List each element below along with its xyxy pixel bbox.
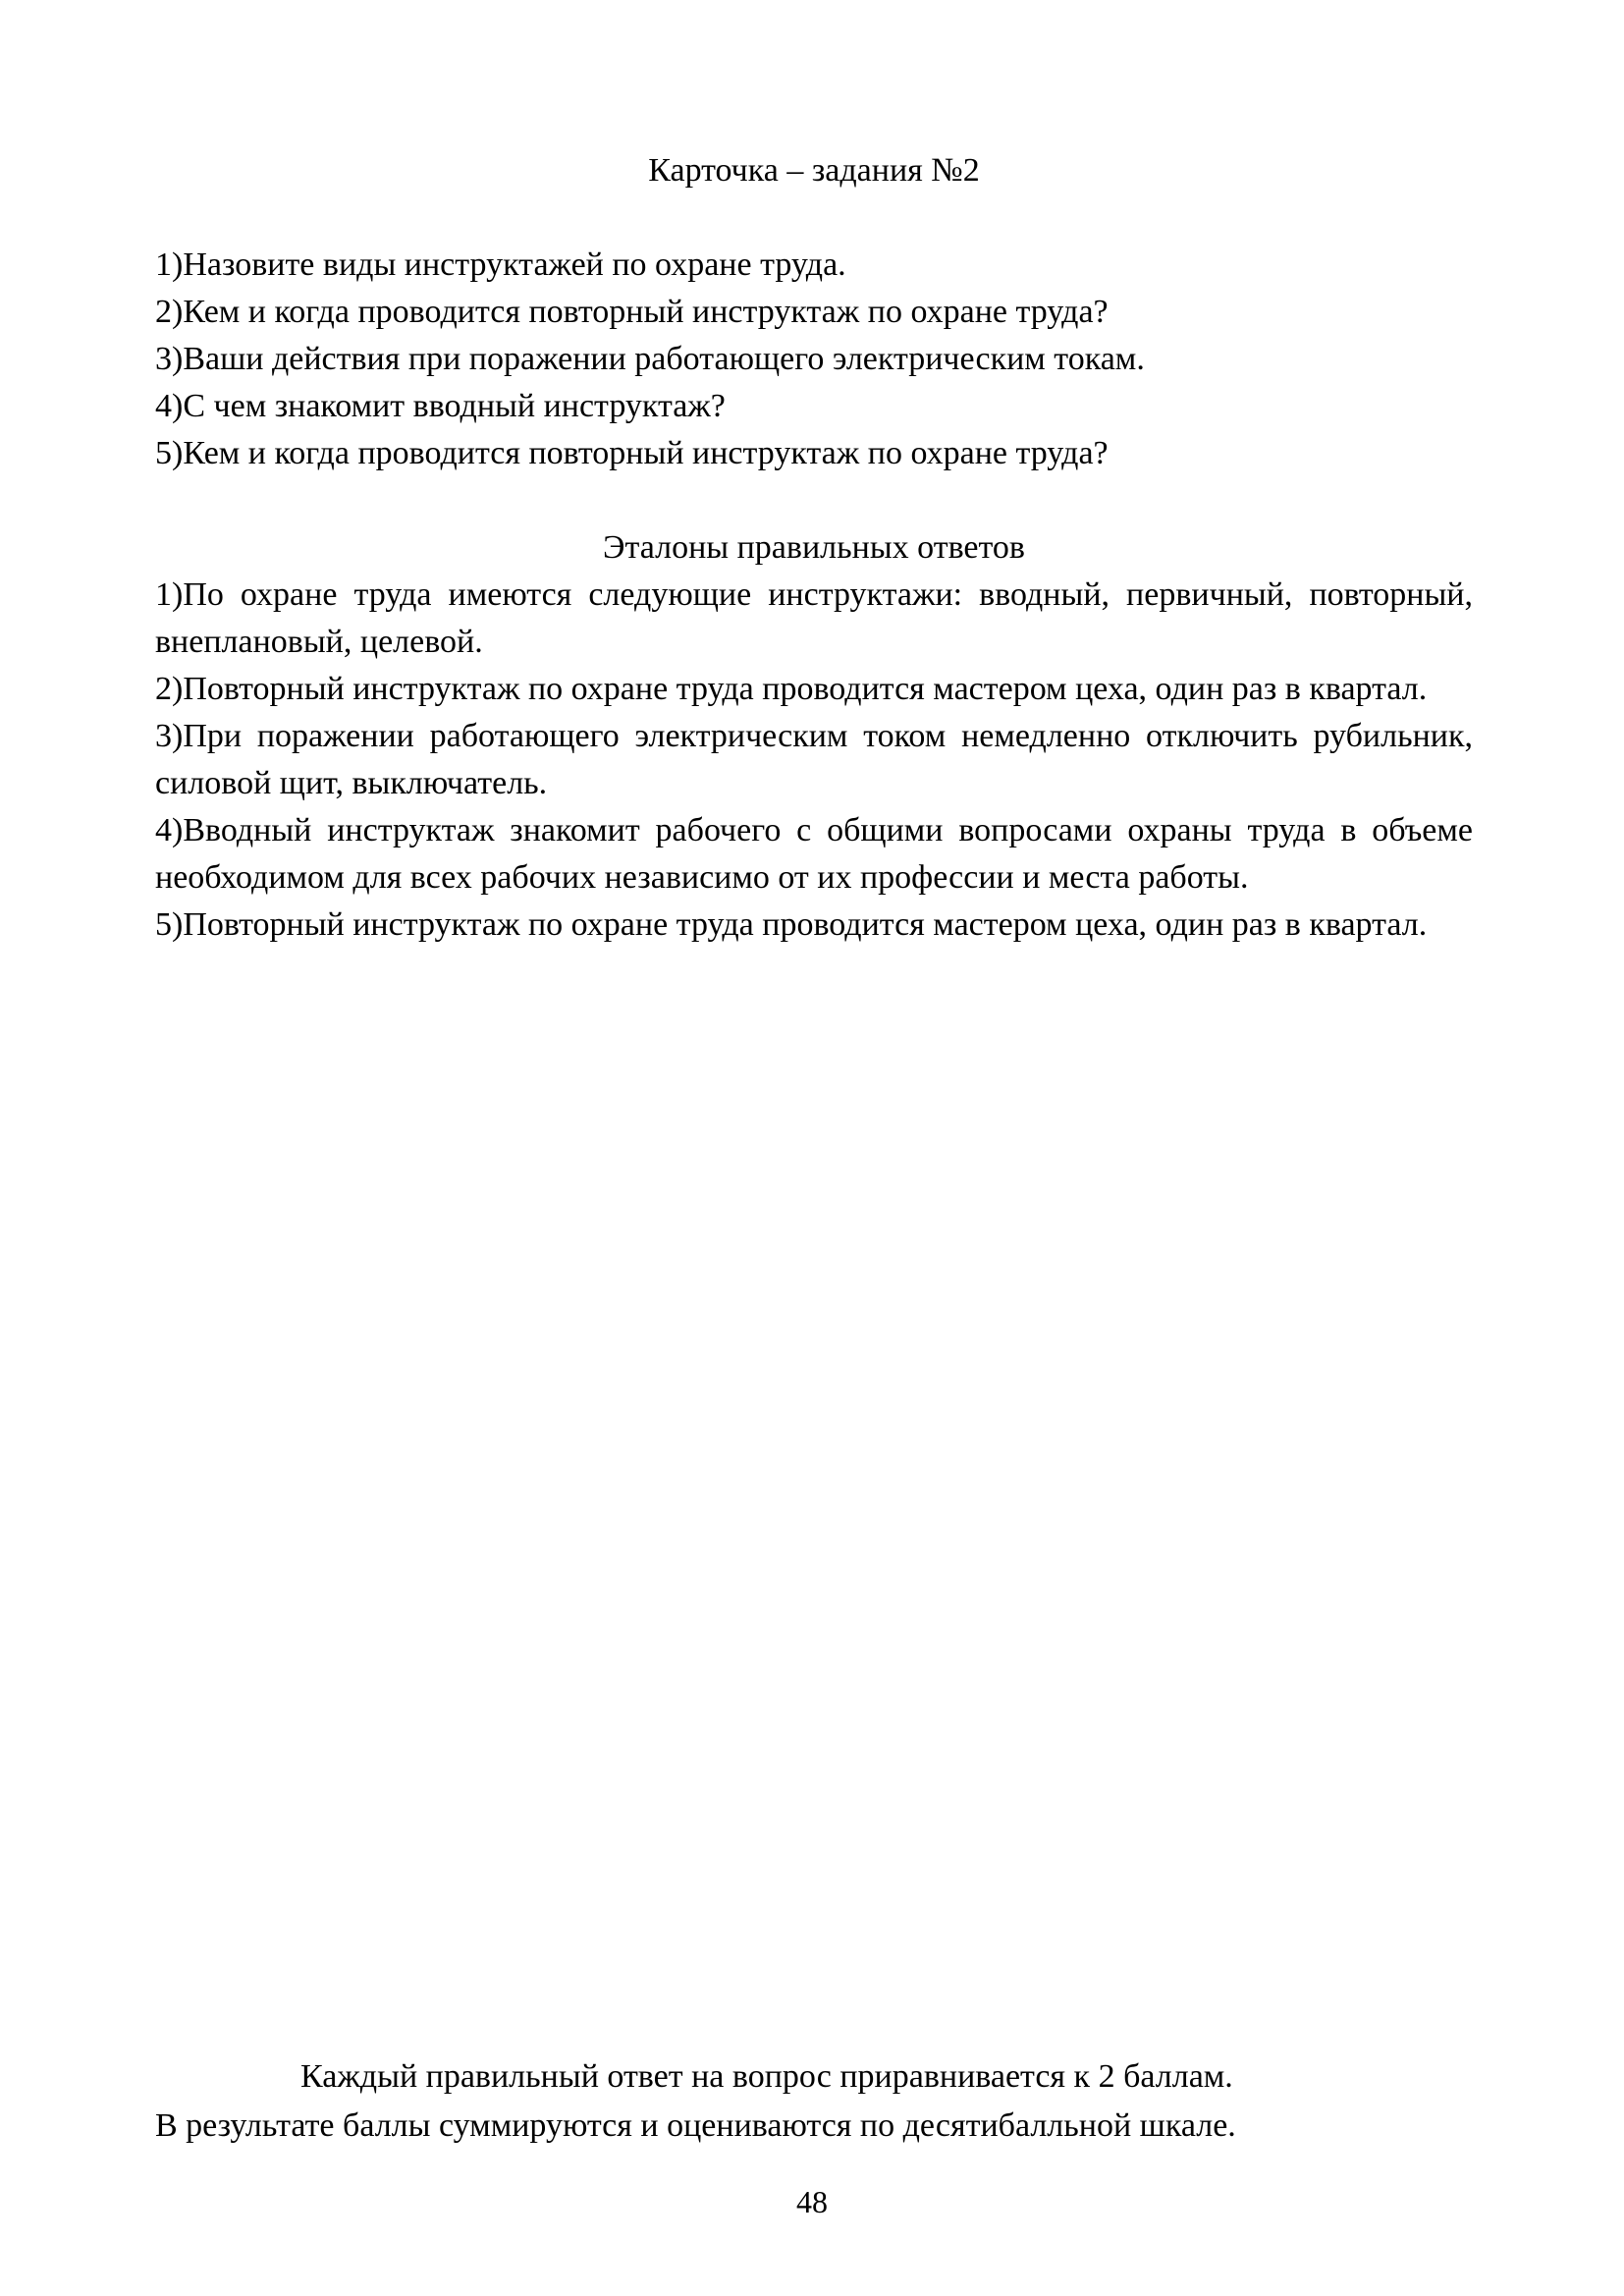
scoring-note-line-2: В результате баллы суммируются и оцениваются по десятибалльной шкале. — [155, 2107, 1236, 2144]
answer-item-3: 3)При поражении работающего электрическим током немедленно отключить рубильник, силовой щит, выключатель. — [155, 718, 1473, 801]
answers-list — [155, 572, 1473, 949]
answers-heading: Эталоны правильных ответов — [603, 529, 1025, 566]
question-item-3: 3)Ваши действия при поражении работающего электрическим токам. — [155, 341, 1145, 377]
page-content — [155, 147, 1473, 949]
question-item-2: 2)Кем и когда проводится повторный инструктаж по охране труда? — [155, 294, 1109, 330]
question-item-4: 4)С чем знакомит вводный инструктаж? — [155, 388, 726, 424]
answer-item-2: 2)Повторный инструктаж по охране труда проводится мастером цеха, один раз в квартал. — [155, 671, 1428, 707]
answer-item-4: 4)Вводный инструктаж знакомит рабочего с общими вопросами охраны труда в объеме необходимом для всех рабочих независимо от их профессии и места работы. — [155, 812, 1473, 896]
page-number: 48 — [796, 2184, 828, 2219]
scoring-note — [155, 2052, 1473, 2151]
questions-list — [155, 242, 1473, 477]
page-title: Карточка – задания №2 — [648, 152, 980, 189]
answer-item-5: 5)Повторный инструктаж по охране труда проводится мастером цеха, один раз в квартал. — [155, 906, 1428, 943]
question-item-1: 1)Назовите виды инструктажей по охране труда. — [155, 246, 846, 283]
question-item-5: 5)Кем и когда проводится повторный инструктаж по охране труда? — [155, 435, 1109, 471]
scoring-note-line-1: Каждый правильный ответ на вопрос приравнивается к 2 баллам. — [300, 2058, 1233, 2095]
answer-item-1: 1)По охране труда имеются следующие инструктажи: вводный, первичный, повторный, внеплановый, целевой. — [155, 576, 1473, 660]
